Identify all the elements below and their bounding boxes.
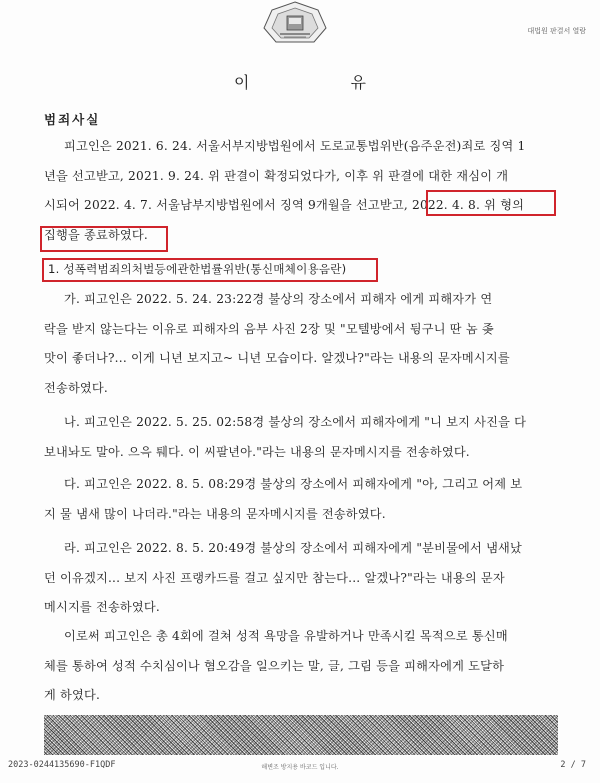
- text-line: 맛이 좋더나?... 이게 니년 보지고~ 니년 모습이다. 알겠나?"라는 내용의 문자메시지를: [44, 351, 510, 365]
- text-line: 라. 피고인은 2022. 8. 5. 20:49경 불상의 장소에서 피해자에게 "분비물에서 냄새났: [64, 541, 522, 555]
- text-line: 지 물 냄새 많이 나더라."라는 내용의 문자메시지를 전송하였다.: [44, 506, 386, 521]
- anti-forgery-barcode: [44, 715, 558, 755]
- text-line: 가. 피고인은 2022. 5. 24. 23:22경 불상의 장소에서 피해자 에게 피해자가 연: [64, 292, 493, 306]
- charge-title: 1. 성폭력범죄의처벌등에관한법률위반(통신매체이용음란): [48, 262, 347, 276]
- highlighted-text-line: 집행을 종료하였다.: [44, 227, 148, 242]
- charge-heading: [44, 255, 564, 285]
- paragraph-ga: [44, 285, 564, 403]
- section-heading: 범죄사실: [44, 112, 101, 127]
- text-line: 보내놔도 말아. 으윽 퉤다. 이 씨팔년아."라는 내용의 문자메시지를 전송하였다.: [44, 444, 470, 459]
- text-line: 이로써 피고인은 총 4회에 걸쳐 성적 욕망을 유발하거나 만족시킬 목적으로 통신매: [64, 629, 508, 643]
- document-id: 2023-0244135690-F1QDF: [8, 760, 116, 770]
- text-line: 락을 받지 않는다는 이유로 피해자의 음부 사진 2장 및 "모텔방에서 뒹구니 딴 놈 좆: [44, 321, 494, 336]
- text-line: 메시지를 전송하였다.: [44, 600, 160, 614]
- barcode-notice: 해변조 방지용 바코드 입니다.: [261, 764, 339, 771]
- text-line: 다. 피고인은 2022. 8. 5. 08:29경 불상의 장소에서 피해자에게 "아, 그리고 어제 보: [64, 477, 523, 491]
- highlight-box-date: [426, 190, 556, 216]
- text-line: 전송하였다.: [44, 380, 108, 395]
- print-stamp: 대법원 판결서 열람: [527, 27, 586, 35]
- text-line: 피고인은 2021. 6. 24. 서울서부지방법원에서 도로교통법위반(음주운전)죄로 징역 1: [64, 139, 526, 153]
- highlight-box-completion: [40, 226, 168, 252]
- highlighted-date: 2022. 4. 8. 위 형의: [411, 198, 525, 212]
- page-number: 2 / 7: [560, 760, 586, 770]
- text-line: 년을 선고받고, 2021. 9. 24. 위 판결이 확정되었다가, 이후 위 판결에 대한 재심이 개: [44, 168, 509, 183]
- text-span: 시되어 2022. 4. 7. 서울남부지방법원에서 징역 9개월을 선고받고,: [44, 198, 412, 212]
- text-line: 게 하였다.: [44, 688, 101, 702]
- paragraph-da: [44, 470, 564, 529]
- page-title: 이 유: [234, 73, 414, 92]
- text-line: 나. 피고인은 2022. 5. 25. 02:58경 불상의 장소에서 피해자에게 "니 보지 사진을 다: [64, 415, 527, 429]
- paragraph-ra: [44, 534, 564, 623]
- paragraph-conclusion: [44, 622, 564, 711]
- text-line: 던 이유겠지... 보지 사진 프랭카드를 걸고 싶지만 참는다... 알겠나?"라는 내용의 문자: [44, 570, 505, 585]
- court-seal-emblem: [258, 0, 332, 44]
- text-line: 체를 통하여 성적 수치심이나 혐오감을 일으키는 말, 글, 그림 등을 피해자에게 도달하: [44, 658, 505, 673]
- paragraph-na: [44, 408, 564, 467]
